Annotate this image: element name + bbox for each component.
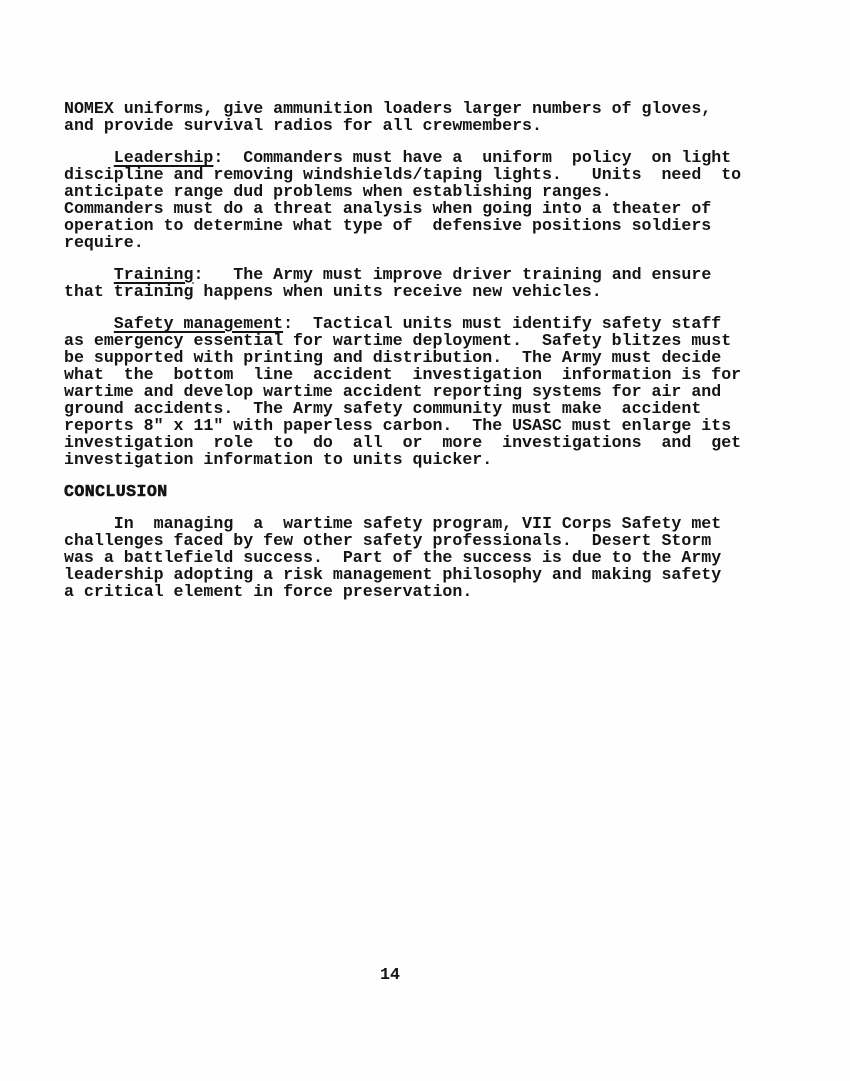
paragraph-line: what the bottom line accident investigation information is for xyxy=(64,365,742,384)
paragraph-line: NOMEX uniforms, give ammunition loaders larger numbers of gloves, xyxy=(64,99,712,118)
paragraph-line: anticipate range dud problems when establishing ranges. xyxy=(64,182,612,201)
paragraph-line: was a battlefield success. Part of the success is due to the Army xyxy=(64,548,722,567)
paragraph-line: be supported with printing and distribution. The Army must decide xyxy=(64,348,722,367)
paragraph-line: as emergency essential for wartime deployment. Safety blitzes must xyxy=(64,331,732,350)
section-heading-safety-management: Safety management xyxy=(113,314,284,333)
paragraph-conclusion xyxy=(64,515,774,600)
paragraph-line: reports 8" x 11" with paperless carbon. The USASC must enlarge its xyxy=(64,416,732,435)
document-content xyxy=(64,100,774,615)
paragraph-line: investigation role to do all or more investigations and get xyxy=(64,433,742,452)
conclusion-section xyxy=(64,483,774,500)
conclusion-heading: CONCLUSION xyxy=(64,482,168,501)
paragraph-line: wartime and develop wartime accident reporting systems for air and xyxy=(64,382,722,401)
paragraph-nomex xyxy=(64,100,774,134)
paragraph-safety-management xyxy=(64,315,774,468)
page-number: 14 xyxy=(380,965,400,984)
paragraph-line xyxy=(64,315,774,332)
paragraph-line: In managing a wartime safety program, VII Corps Safety met xyxy=(64,514,722,533)
paragraph-line: that training happens when units receive new vehicles. xyxy=(64,282,602,301)
paragraph-line: challenges faced by few other safety professionals. Desert Storm xyxy=(64,531,712,550)
paragraph-line: Commanders must do a threat analysis when going into a theater of xyxy=(64,199,712,218)
section-heading-leadership: Leadership xyxy=(113,148,214,167)
paragraph-line: investigation information to units quicker. xyxy=(64,450,493,469)
paragraph-line: discipline and removing windshields/taping lights. Units need to xyxy=(64,165,742,184)
heading-line-rest: : Commanders must have a uniform policy on light xyxy=(213,148,732,167)
paragraph-line: operation to determine what type of defensive positions soldiers xyxy=(64,216,712,235)
heading-line-rest: : Tactical units must identify safety staff xyxy=(283,314,722,333)
heading-line-rest: : The Army must improve driver training and ensure xyxy=(193,265,712,284)
paragraph-leadership xyxy=(64,149,774,251)
paragraph-line: require. xyxy=(64,233,144,252)
paragraph-line: leadership adopting a risk management philosophy and making safety xyxy=(64,565,722,584)
paragraph-line: and provide survival radios for all crewmembers. xyxy=(64,116,542,135)
paragraph-line xyxy=(64,149,774,166)
section-heading-training: Training xyxy=(113,265,194,284)
paragraph-training xyxy=(64,266,774,300)
paragraph-line: ground accidents. The Army safety community must make accident xyxy=(64,399,702,418)
paragraph-line xyxy=(64,266,774,283)
paragraph-line: a critical element in force preservation. xyxy=(64,582,473,601)
